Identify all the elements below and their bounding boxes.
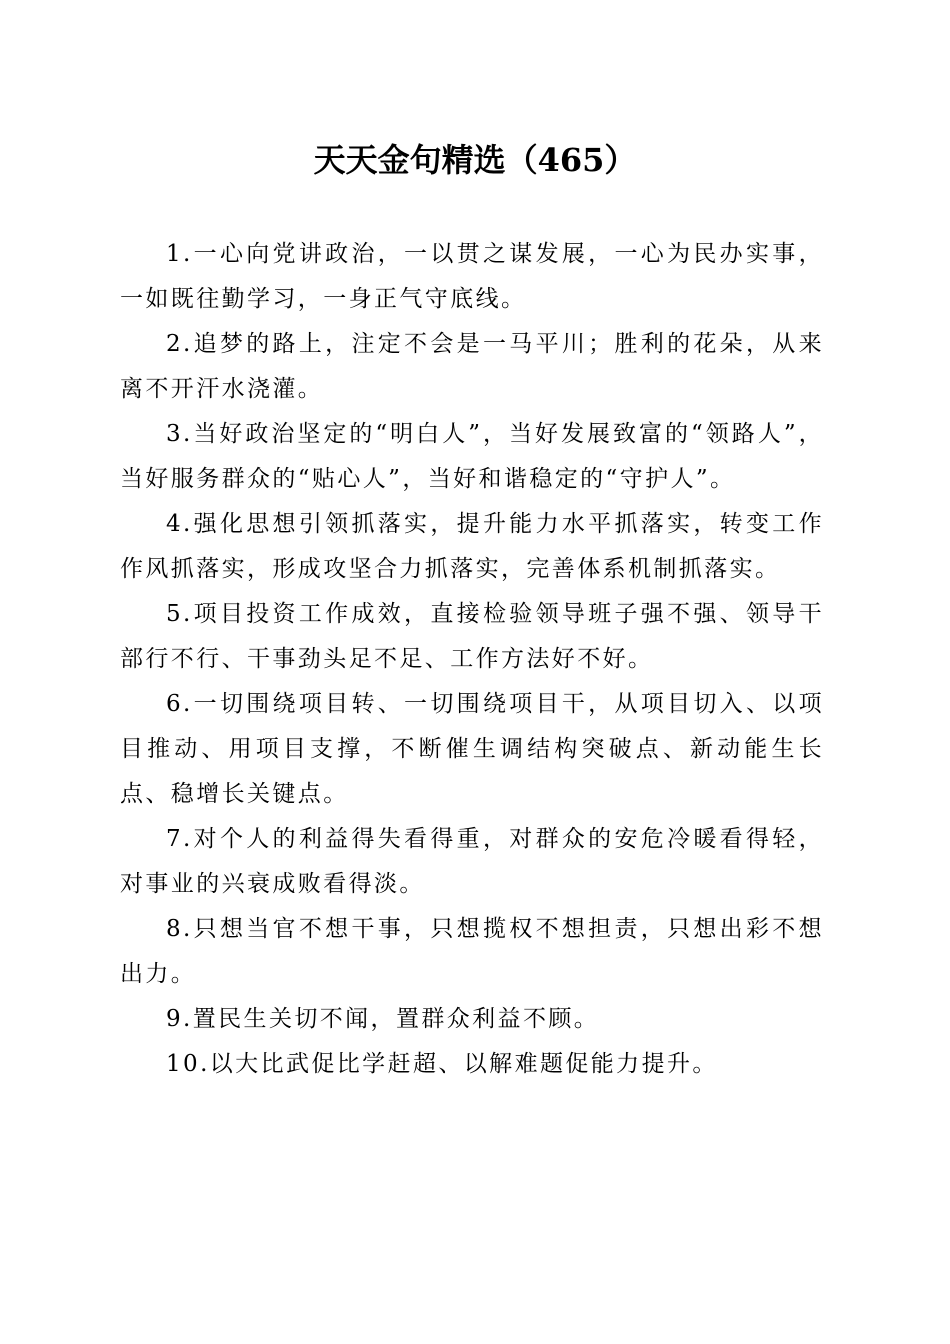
document-title: 天天金句精选（465） (313, 141, 637, 179)
list-item-9: 9.置民生关切不闻，置群众利益不顾。 (166, 1006, 600, 1032)
list-item-10: 10.以大比武促比学赶超、以解难题促能力提升。 (166, 1051, 718, 1077)
list-item-1: 1.一心向党讲政治，一以贯之谋发展，一心为民办实事，一如既往勤学习，一身正气守底线。 (120, 241, 824, 312)
document-body (120, 232, 824, 1087)
list-item-6: 6.一切围绕项目转、一切围绕项目干，从项目切入、以项目推动、用项目支撑，不断催生调结构突破点、新动能生长点、稳增长关键点。 (120, 691, 824, 807)
list-item-4: 4.强化思想引领抓落实，提升能力水平抓落实，转变工作作风抓落实，形成攻坚合力抓落实，完善体系机制抓落实。 (120, 511, 824, 582)
list-item-7: 7.对个人的利益得失看得重，对群众的安危冷暖看得轻，对事业的兴衰成败看得淡。 (120, 826, 824, 897)
list-item-3: 3.当好政治坚定的“明白人”，当好发展致富的“领路人”，当好服务群众的“贴心人”，当好和谐稳定的“守护人”。 (120, 421, 824, 492)
list-item-8: 8.只想当官不想干事，只想揽权不想担责，只想出彩不想出力。 (120, 916, 824, 987)
list-item-5: 5.项目投资工作成效，直接检验领导班子强不强、领导干部行不行、干事劲头足不足、工作方法好不好。 (120, 601, 824, 672)
list-item-2: 2.追梦的路上，注定不会是一马平川；胜利的花朵，从来离不开汗水浇灌。 (120, 331, 824, 402)
